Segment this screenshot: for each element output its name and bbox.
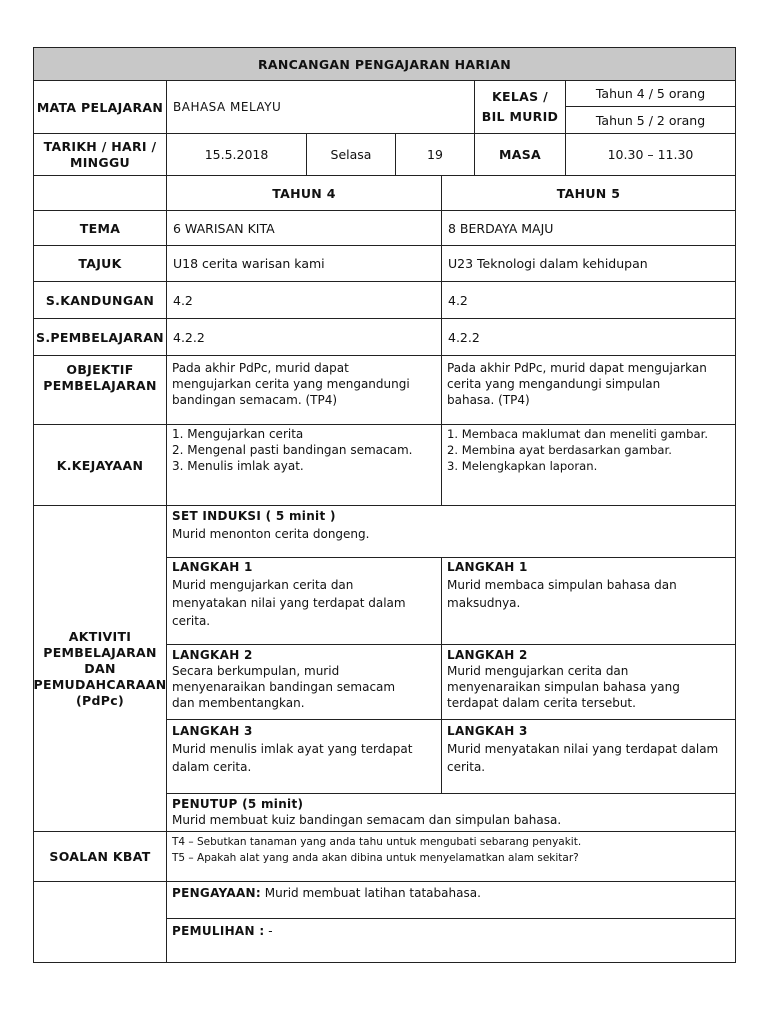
learning-standard-t4: 4.2.2	[166, 318, 442, 356]
hots-questions	[172, 834, 581, 866]
closure-text: Murid membuat kuiz bandingan semacam dan simpulan bahasa.	[172, 813, 562, 827]
success-criteria-t4: 1. Mengujarkan cerita 2. Mengenal pasti bandingan semacam. 3. Menulis imlak ayat.	[172, 427, 413, 473]
t5-step1: LANGKAH 1 Murid membaca simpulan bahasa dan maksudnya.	[447, 560, 677, 610]
induction-block	[172, 508, 369, 542]
enrichment	[172, 885, 481, 901]
theme-label: TEMA	[33, 210, 167, 246]
time-value: 10.30 – 11.30	[565, 133, 736, 176]
success-criteria-t5: 1. Membaca maklumat dan meneliti gambar. 2. Membina ayat berdasarkan gambar. 3. Melengkapkan laporan.	[447, 427, 709, 473]
t4-step2: LANGKAH 2 Secara berkumpulan, murid menyenaraikan bandingan semacam dan membentangkan.	[172, 648, 396, 710]
blank-label-cell	[33, 881, 167, 963]
day-value: Selasa	[306, 133, 396, 176]
theme-t4: 6 WARISAN KITA	[166, 210, 442, 246]
activities-label: AKTIVITI PEMBELAJARAN DAN PEMUDAHCARAAN (PdPc)	[33, 505, 167, 832]
hots-question-t4: T4 – Sebutkan tanaman yang anda tahu untuk mengubati sebarang penyakit.	[172, 836, 582, 848]
subject-value: BAHASA MELAYU	[166, 80, 475, 134]
t4-step1: LANGKAH 1 Murid mengujarkan cerita dan menyatakan nilai yang terdapat dalam cerita.	[172, 560, 406, 628]
t4-step3: LANGKAH 3 Murid menulis imlak ayat yang terdapat dalam cerita.	[172, 724, 413, 774]
class-value-t5: Tahun 5 / 2 orang	[565, 106, 736, 134]
learning-standard-t5: 4.2.2	[441, 318, 736, 356]
column-header-t5: TAHUN 5	[441, 175, 736, 211]
objective-label: OBJEKTIF PEMBELAJARAN	[33, 355, 167, 425]
topic-label: TAJUK	[33, 245, 167, 282]
t5-step3: LANGKAH 3 Murid menyatakan nilai yang terdapat dalam cerita.	[447, 724, 719, 774]
topic-t4: U18 cerita warisan kami	[166, 245, 442, 282]
page-title: RANCANGAN PENGAJARAN HARIAN	[33, 47, 736, 81]
content-standard-label: S.KANDUNGAN	[33, 281, 167, 319]
closure-title: PENUTUP (5 minit)	[172, 797, 304, 811]
content-standard-t5: 4.2	[441, 281, 736, 319]
topic-t5: U23 Teknologi dalam kehidupan	[441, 245, 736, 282]
time-label: MASA	[474, 133, 566, 176]
class-value-t4: Tahun 4 / 5 orang	[565, 80, 736, 107]
column-header-t4: TAHUN 4	[166, 175, 442, 211]
success-criteria-label: K.KEJAYAAN	[33, 424, 167, 506]
objective-t4: Pada akhir PdPc, murid dapat mengujarkan cerita yang mengandungi bandingan semacam. (TP4)	[172, 361, 410, 407]
content-standard-t4: 4.2	[166, 281, 442, 319]
remedial-text: -	[264, 924, 273, 938]
theme-t5: 8 BERDAYA MAJU	[441, 210, 736, 246]
induction-text: Murid menonton cerita dongeng.	[172, 527, 370, 541]
hots-question-t5: T5 – Apakah alat yang anda akan dibina untuk menyelamatkan alam sekitar?	[172, 852, 579, 864]
enrichment-text: Murid membuat latihan tatabahasa.	[260, 886, 481, 900]
objective-t5: Pada akhir PdPc, murid dapat mengujarkan cerita yang mengandungi simpulan bahasa. (TP4)	[447, 361, 707, 407]
remedial	[172, 923, 273, 939]
blank-header-cell	[33, 175, 167, 211]
subject-label: MATA PELAJARAN	[33, 80, 167, 134]
t5-step2: LANGKAH 2 Murid mengujarkan cerita dan menyenaraikan simpulan bahasa yang terdapat dalam cerita tersebut.	[447, 648, 680, 710]
induction-title: SET INDUKSI ( 5 minit )	[172, 509, 336, 523]
class-label: KELAS / BIL MURID	[474, 80, 566, 134]
learning-standard-label: S.PEMBELAJARAN	[33, 318, 167, 356]
closure-block	[172, 796, 561, 828]
date-value: 15.5.2018	[166, 133, 307, 176]
week-value: 19	[395, 133, 475, 176]
remedial-label: PEMULIHAN :	[172, 924, 265, 938]
hots-question-label: SOALAN KBAT	[33, 831, 167, 882]
date-label: TARIKH / HARI / MINGGU	[33, 133, 167, 176]
enrichment-label: PENGAYAAN:	[172, 886, 261, 900]
